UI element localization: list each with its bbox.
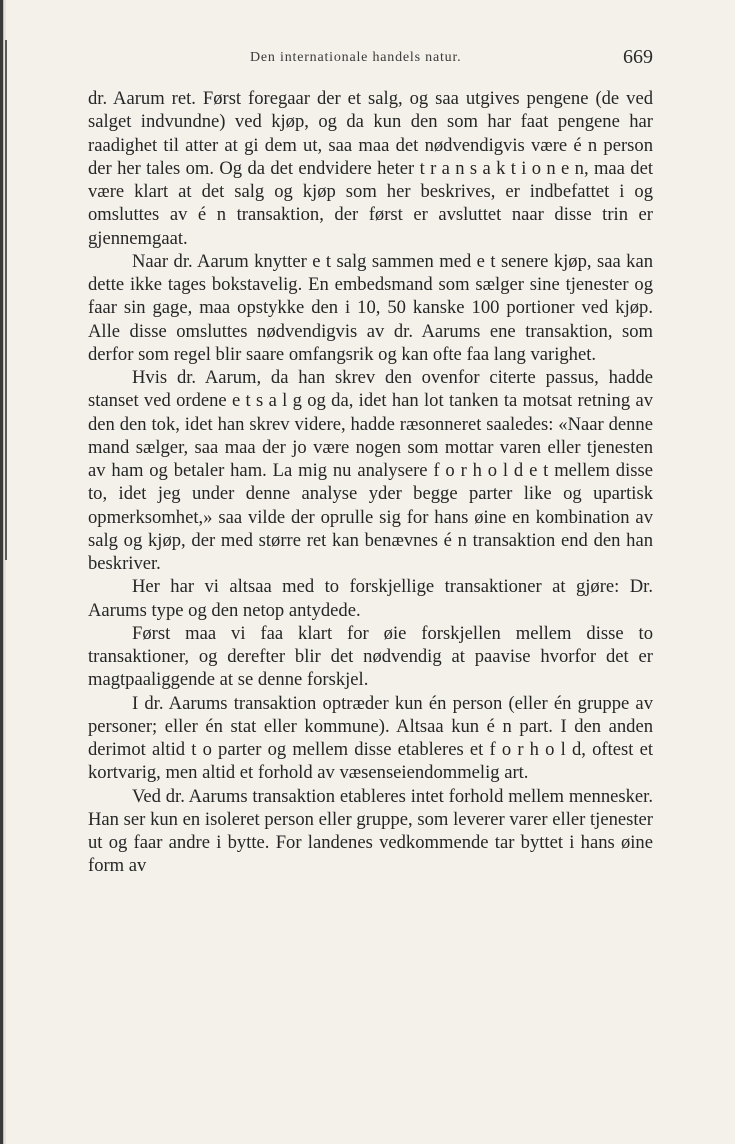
paragraph: dr. Aarum ret. Først foregaar der et salg, og saa utgives pengene (de ved salget indvundne) ved kjøp, og da kun den som har faat pengene har raadighet til atter at gi dem ut, saa maa det nødvendigvis være é n person der her tales om. Og da det endvidere heter t r a n s a k t i o n e n, maa det være klart at det salg og kjøp som her beskrives, er indbefattet i og omsluttes av é n transaktion, der først er avsluttet naar disse trin er gjennemgaat. <box>88 88 653 249</box>
paragraph: Naar dr. Aarum knytter e t salg sammen med e t senere kjøp, saa kan dette ikke tages bokstavelig. En embedsmand som sælger sine tjenester og faar sin gage, maa opstykke den i 10, 50 kanske 100 portioner ved kjøp. Alle disse omsluttes nødvendigvis av dr. Aarums ene transaktion, som derfor som regel blir saare omfangsrik og kan ofte faa lang varighet. <box>88 250 653 365</box>
paragraph: I dr. Aarums transaktion optræder kun én person (eller én gruppe av personer; eller én stat eller kommune). Altsaa kun é n part. I den anden derimot altid t o parter og mellem disse etableres et f o r h o l d, oftest et kortvarig, men altid et forhold av væsenseiendommelig art. <box>88 692 653 784</box>
binding-shadow <box>5 40 7 560</box>
page-number: 669 <box>623 46 653 68</box>
paragraph: Ved dr. Aarums transaktion etableres intet forhold mellem mennesker. Han ser kun en isoleret person eller gruppe, som leverer varer eller tjenester ut og faar andre i bytte. For landenes vedkommende tar byttet i hans øine form av <box>88 785 653 877</box>
body-text <box>88 87 653 878</box>
running-title: Den internationale handels natur. <box>250 50 462 65</box>
paragraph: Hvis dr. Aarum, da han skrev den ovenfor citerte passus, hadde stanset ved ordene e t s a l g og da, idet han lot tanken ta motsat retning av den den tok, idet han skrev videre, hadde ræsonneret saaledes: «Naar denne mand sælger, saa maa der jo være nogen som mottar varen eller tjenesten av ham og betaler ham. La mig nu analysere f o r h o l d e t mellem disse to, idet jeg under denne analyse yder begge parter like og upartisk opmerksomhet,» saa vilde der oprulle sig for hans øine en kombination av salg og kjøp, der med større ret kan benævnes é n transaktion end den han beskriver. <box>88 367 653 574</box>
page-header <box>88 46 653 70</box>
paragraph: Først maa vi faa klart for øie forskjellen mellem disse to transaktioner, og derefter blir det nødvendig at paavise hvorfor det er magtpaaliggende at se denne forskjel. <box>88 622 653 691</box>
paragraph: Her har vi altsaa med to forskjellige transaktioner at gjøre: Dr. Aarums type og den netop antydede. <box>88 576 653 621</box>
